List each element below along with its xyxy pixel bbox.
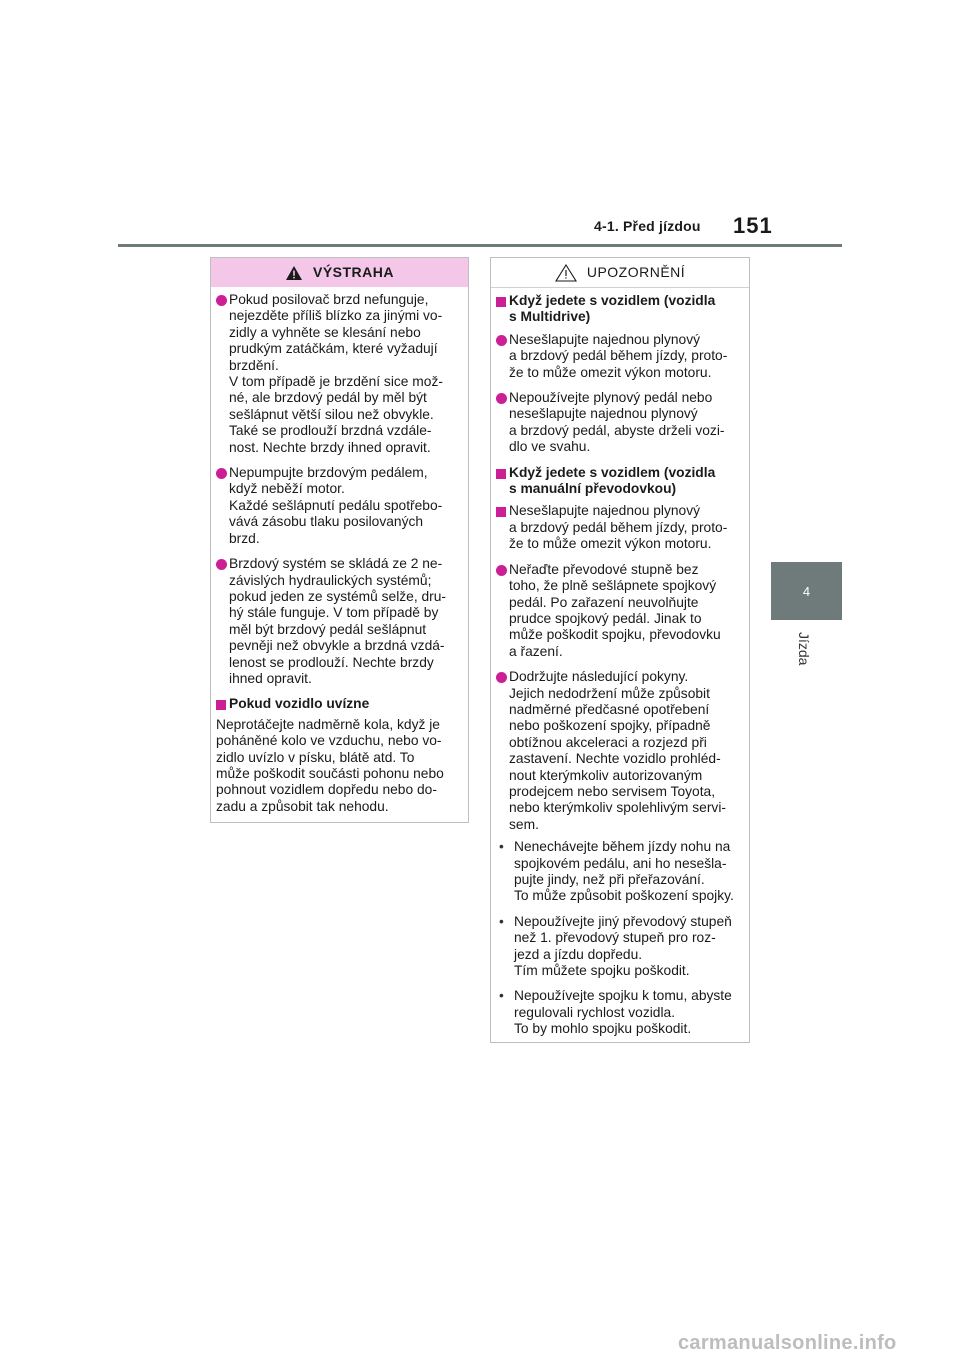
caution-item-text: Nepoužívejte plynový pedál nebo nesešlapujte najednou plynový a brzdový pedál, abyste drželi vozi- dlo ve svahu. (509, 390, 725, 455)
bullet-square-icon (496, 507, 506, 517)
section-title: 4-1. Před jízdou (594, 218, 701, 234)
caution-dash-item: • Nepoužívejte jiný převodový stupeň než 1. převodový stupeň pro roz- jezd a jízdu dopředu. Tím můžete spojku poškodit. (496, 914, 744, 980)
chapter-tab (771, 562, 842, 620)
bullet-dot-icon (216, 295, 227, 306)
caution-item (496, 332, 744, 381)
caution-title: UPOZORNĚNÍ (586, 264, 686, 281)
warning-item (216, 556, 463, 687)
warning-item-text: Brzdový systém se skládá ze 2 ne- závislých hydraulických systémů; pokud jeden ze systémů selže, dru- hý stále funguje. V tom případě by měl být brzdový pedál sešlápnut pevněji než obvykle a brzdná vzdá- lenost se prodlouží. Nechte brzdy ihned opravit. (229, 556, 447, 686)
caution-subheading: Když jedete s vozidlem (vozidla s manuální převodovkou) (496, 465, 744, 498)
warning-item (216, 465, 463, 547)
warning-item-text: Nepumpujte brzdovým pedálem, když neběží motor. Každé sešlápnutí pedálu spotřebo- vává zásobu tlaku posilovaných brzd. (229, 465, 443, 546)
warning-paragraph: Neprotáčejte nadměrně kola, když je poháněné kolo ve vzduchu, nebo vo- zidlo uvízlo v písku, blátě atd. To může poškodit součásti pohonu nebo pohnout vozidlem dopředu nebo do- zadu a způsobit tak nehodu. (216, 716, 444, 814)
chapter-number: 4 (802, 583, 811, 599)
caution-item-text: Nesešlapujte najednou plynový a brzdový pedál během jízdy, proto- že to může omezit výkon motoru. (509, 331, 728, 380)
caution-dash-item: • Nenechávejte během jízdy nohu na spojkovém pedálu, ani ho nesešla- pujte jindy, než při přeřazování. To může způsobit poškození spojky. (496, 839, 744, 905)
dash-bullet-icon: • (499, 913, 504, 929)
watermark: carmanualsonline.info (678, 1332, 897, 1354)
warning-item (216, 292, 463, 456)
chapter-name: Jízda (796, 632, 812, 666)
warning-subheading: Pokud vozidlo uvízne (216, 696, 463, 712)
bullet-dot-icon (496, 672, 507, 683)
warning-body (211, 287, 468, 815)
bullet-square-icon (216, 700, 226, 710)
bullet-dot-icon (496, 335, 507, 346)
caution-header (491, 258, 749, 288)
caution-item-text: Nesešlapujte najednou plynový a brzdový pedál během jízdy, proto- že to může omezit výkon motoru. (509, 503, 728, 552)
caution-subheading: Když jedete s vozidlem (vozidla s Multidrive) (496, 293, 744, 326)
warning-box (210, 257, 469, 823)
dash-bullet-icon: • (499, 839, 504, 855)
dash-bullet-icon: • (499, 988, 504, 1004)
bullet-square-icon (496, 469, 506, 479)
warning-title: VÝSTRAHA (312, 264, 394, 281)
caution-body (491, 288, 749, 1038)
caution-item (496, 503, 744, 552)
warning-triangle-icon (285, 265, 303, 281)
header-divider (118, 244, 842, 247)
caution-item (496, 562, 744, 660)
caution-box (490, 257, 750, 1043)
caution-triangle-icon (555, 264, 577, 282)
bullet-dot-icon (216, 468, 227, 479)
caution-item (496, 390, 744, 456)
warning-header (211, 258, 468, 287)
caution-dash-item: • Nepoužívejte spojku k tomu, abyste regulovali rychlost vozidla. To by mohlo spojku poškodit. (496, 988, 744, 1037)
caution-item (496, 669, 744, 833)
warning-item-text: Pokud posilovač brzd nefunguje, nejezděte příliš blízko za jinými vo- zidly a vyhněte se klesání nebo prudkým zatáčkám, které vyžadují brzdění. V tom případě je brzdění sice mož- né, ale brzdový pedál by měl být sešlápnut větší silou než obvykle. Také se prodlouží brzdná vzdále- nost. Nechte brzdy ihned opravit. (229, 292, 443, 455)
caution-item-text: Neřaďte převodové stupně bez toho, že plně sešlápnete spojkový pedál. Po zařazení neuvolňujte prudce spojkový pedál. Jinak to může poškodit spojku, převodovku a řazení. (509, 561, 721, 659)
caution-item-text: Dodržujte následující pokyny. Jejich nedodržení může způsobit nadměrné předčasné opotřebení nebo poškození spojky, případně obtížnou akceleraci a rozjezd při zastavení. Nechte vozidlo prohléd- nout kterýmkoliv autorizovaným prodejcem nebo servisem Toyota, nebo kterýmkoliv spolehlivým servi- sem. (509, 669, 726, 832)
bullet-square-icon (496, 297, 506, 307)
page-number: 151 (733, 213, 773, 238)
bullet-dot-icon (216, 559, 227, 570)
bullet-dot-icon (496, 565, 507, 576)
bullet-dot-icon (496, 393, 507, 404)
